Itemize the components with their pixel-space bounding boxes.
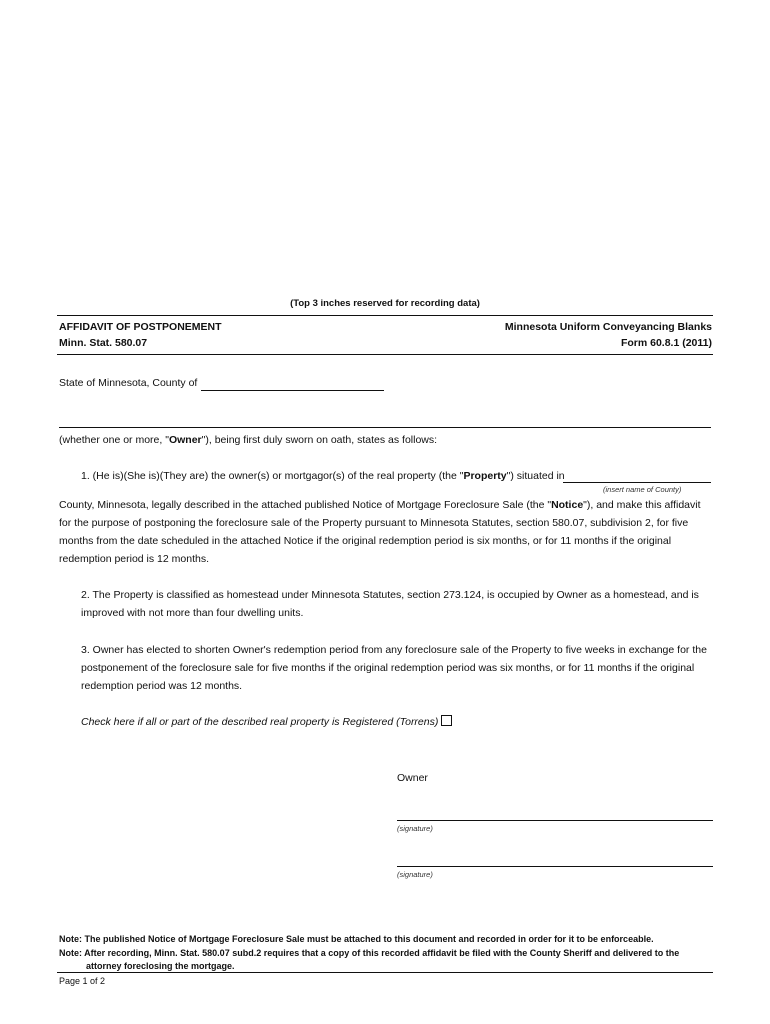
para2: 2. The Property is classified as homestead under Minnesota Statutes, section 273.124, is occupied by Owner as a homestead, and is improved with not more than four dwelling units. (81, 589, 699, 619)
owner-clause-after: "), being first duly sworn on oath, states as follows: (201, 434, 438, 446)
owner-clause-before: (whether one or more, " (59, 434, 169, 446)
torrens-check-row (81, 715, 452, 728)
para1-property-bold: Property (463, 470, 507, 482)
torrens-checkbox[interactable] (441, 715, 452, 726)
footer-rule (57, 972, 713, 973)
signature-caption-1: (signature) (397, 824, 433, 833)
para1-prefix: 1. (He is)(She is)(They are) the owner(s) or mortgagor(s) of the real property (the " (81, 470, 464, 482)
para3: 3. Owner has elected to shorten Owner's redemption period from any foreclosure sale of the Property to five weeks in exchange for the postponement of the foreclosure sale for five months if the original redemption period was six months, or for 11 months if the original redemption period was 12 months. (81, 644, 707, 692)
reserved-recording-note: (Top 3 inches reserved for recording data) (290, 298, 480, 309)
signature-line-1[interactable] (397, 820, 713, 821)
statute-reference: Minn. Stat. 580.07 (59, 337, 148, 349)
situated-county-field-line[interactable] (563, 482, 711, 483)
state-county-label: State of Minnesota, County of (59, 377, 198, 389)
county-caption: (insert name of County) (603, 485, 682, 494)
note-recording: Note: After recording, Minn. Stat. 580.07 subd.2 requires that a copy of this recorded affidavit be filed with the County Sheriff and delivered to the (59, 948, 680, 958)
para1-cont2: "), and make this affidavit for the purpose of postponing the foreclosure sale of the Property pursuant to Minnesota Statutes, section 580.07, subdivision 2, for five months from the date scheduled in the attached Notice if the original redemption period is six months, or for 11 months if the original redemption period is 12 months. (59, 499, 701, 565)
signature-line-2[interactable] (397, 866, 713, 867)
form-number: Form 60.8.1 (2011) (620, 337, 712, 349)
owner-clause (59, 434, 437, 446)
signature-caption-2: (signature) (397, 870, 433, 879)
para1-situated: ") situated in (506, 470, 565, 482)
para1-body (59, 496, 711, 568)
form-series: Minnesota Uniform Conveyancing Blanks (504, 321, 712, 333)
page-number: Page 1 of 2 (59, 976, 106, 986)
county-field-line[interactable] (201, 390, 384, 391)
para1-first-line (81, 470, 565, 482)
header-top-rule (57, 315, 713, 316)
form-title: AFFIDAVIT OF POSTPONEMENT (59, 321, 222, 333)
owner-name-field-line[interactable] (59, 427, 711, 428)
note-attach: Note: The published Notice of Mortgage Foreclosure Sale must be attached to this document and recorded in order for it to be enforceable. (59, 934, 654, 944)
note-recording-cont: attorney foreclosing the mortgage. (86, 961, 235, 971)
para1-cont1: County, Minnesota, legally described in the attached published Notice of Mortgage Foreclosure Sale (the " (59, 499, 552, 511)
header-bottom-rule (57, 354, 713, 355)
owner-clause-bold: Owner (168, 434, 202, 446)
owner-label: Owner (397, 772, 428, 784)
para1-notice-bold: Notice (551, 499, 584, 511)
torrens-check-label: Check here if all or part of the described real property is Registered (Torrens) (81, 716, 439, 728)
